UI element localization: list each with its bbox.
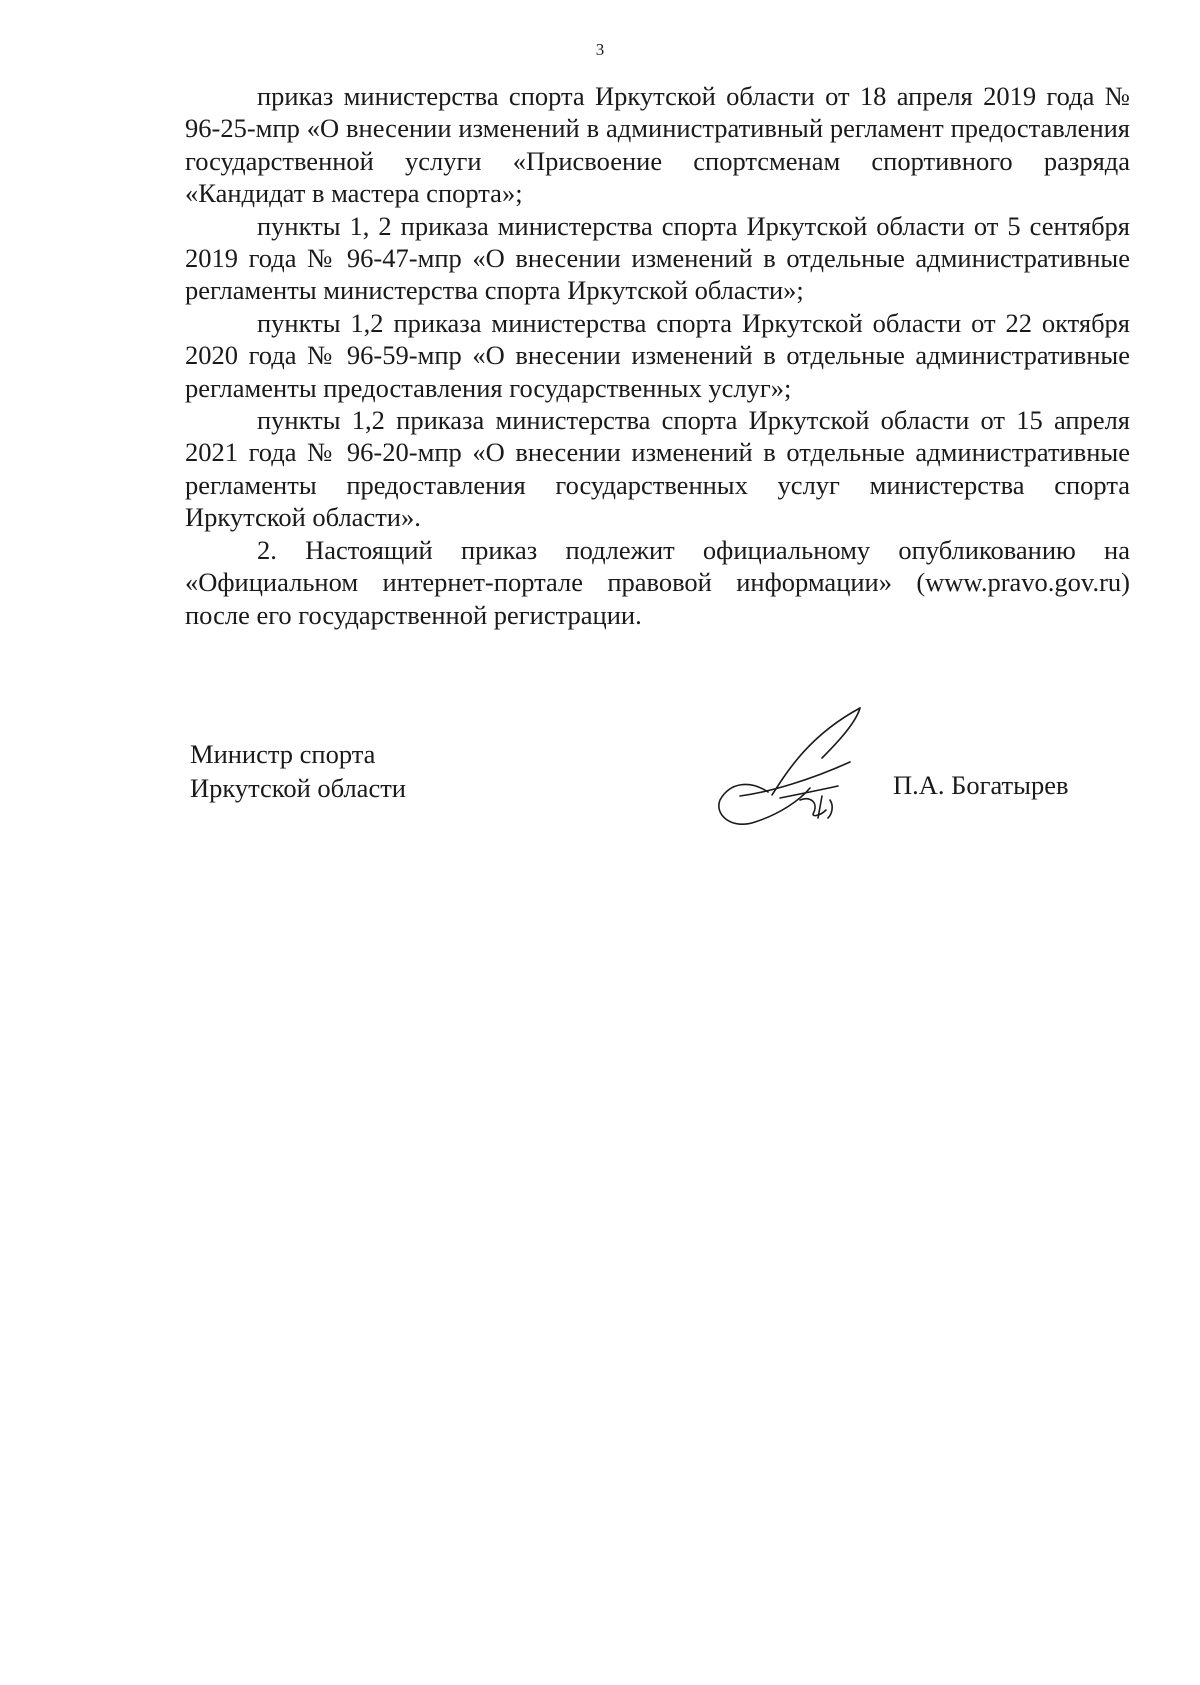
handwritten-signature-icon xyxy=(710,700,890,840)
page-number: 3 xyxy=(595,40,605,59)
paragraph-order-2021-april: пункты 1,2 приказа министерства спорта Иркутской области от 15 апреля 2021 года № 96-20-мпр «О внесении изменений в отдельные административные регламенты предоставления государственных услуг министерства спорта Иркутской области». xyxy=(185,405,1130,533)
paragraph-order-2019-september: пункты 1, 2 приказа министерства спорта Иркутской области от 5 сентября 2019 года № 96-47-мпр «О внесении изменений в отдельные административные регламенты министерства спорта Иркутской области»; xyxy=(185,210,1130,306)
paragraph-order-2019-april: приказ министерства спорта Иркутской области от 18 апреля 2019 года № 96-25-мпр «О внесении изменений в административный регламент предоставления государственной услуги «Присвоение спортсменам спортивного разряда «Кандидат в мастера спорта»; xyxy=(185,81,1130,209)
paragraph-publication-clause: 2. Настоящий приказ подлежит официальному опубликованию на «Официальном интернет-портале правовой информации» (www.pravo.gov.ru) после его государственной регистрации. xyxy=(185,534,1130,630)
signatory-name: П.А. Богатырев xyxy=(893,770,1069,800)
signatory-title-line-2: Иркутской области xyxy=(190,773,406,803)
signatory-title-line-1: Министр спорта xyxy=(190,739,376,769)
paragraph-order-2020-october: пункты 1,2 приказа министерства спорта Иркутской области от 22 октября 2020 года № 96-59-мпр «О внесении изменений в отдельные административные регламенты предоставления государственных услуг»; xyxy=(185,307,1130,403)
